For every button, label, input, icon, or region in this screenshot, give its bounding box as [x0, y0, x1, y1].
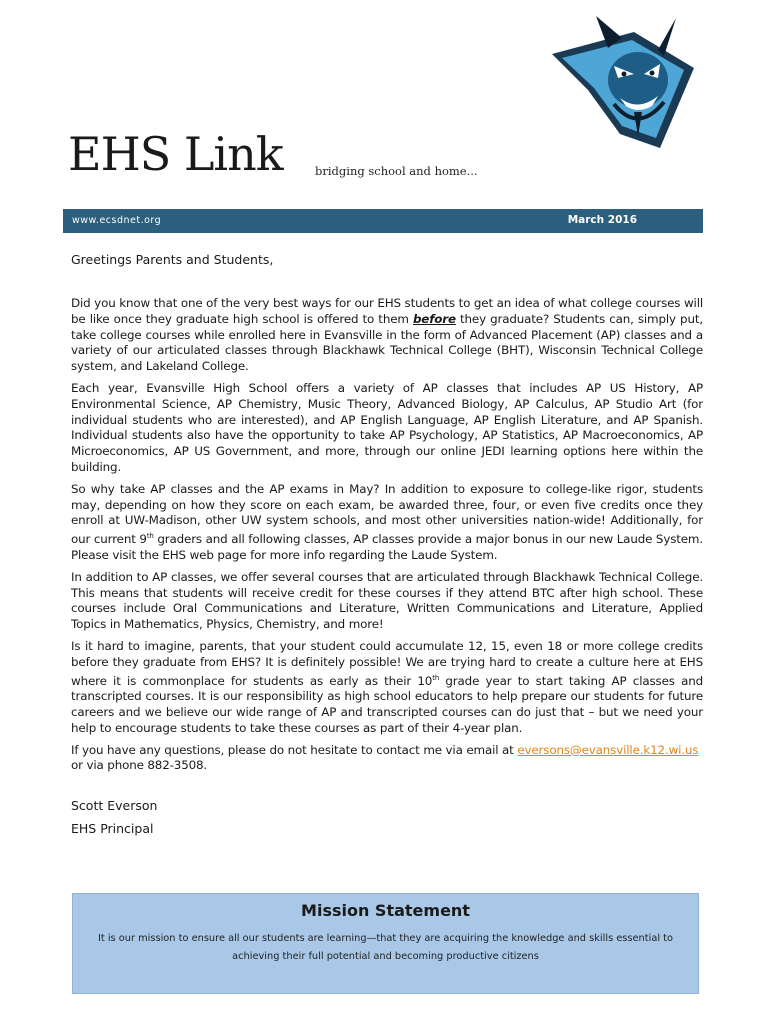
letter-body [71, 296, 703, 780]
paragraph-2: Each year, Evansville High School offers a variety of AP classes that includes AP US History, AP Environmental Science, AP Chemistry, Music Theory, Advanced Biology, AP Calculus, AP Studio Art (for individual students who are interested), and AP English Language, AP English Literature, and AP Spanish. Individual students also have the opportunity to take AP Psychology, AP Statistics, AP Macroeconomics, AP Microeconomics, AP US Government, and more, through our online JEDI learning options here within the building. [71, 380, 703, 474]
signature-title: EHS Principal [71, 821, 154, 836]
blue-devil-mascot-icon [548, 8, 698, 158]
header-banner [63, 209, 703, 233]
mission-heading: Mission Statement [301, 901, 470, 920]
paragraph-3: So why take AP classes and the AP exams in May? In addition to exposure to college-like rigor, students may, depending on how they score on each exam, be awarded three, four, or even five credits once they enroll at UW-Madison, other UW system schools, and most other universities nation-wide! Additionally, for our current 9th graders and all following classes, AP classes provide a major bonus in our new Laude System. Please visit the EHS web page for more info regarding the Laude System. [71, 481, 703, 562]
paragraph-4: In addition to AP classes, we offer several courses that are articulated through Blackhawk Technical College. This means that students will receive credit for these courses if they attend BTC after high school. These courses include Oral Communications and Literature, Written Communications and Literature, Applied Topics in Mathematics, Physics, Chemistry, and more! [71, 569, 703, 632]
letter-greeting: Greetings Parents and Students, [71, 252, 274, 267]
signature-block [71, 794, 157, 840]
mission-text: It is our mission to ensure all our students are learning—that they are acquiring the knowledge and skills essential to achieving their full potential and becoming productive citizens [97, 933, 673, 962]
email-link[interactable]: eversons@evansville.k12.wi.us [517, 742, 699, 757]
issue-date: March 2016 [567, 214, 637, 226]
newsletter-tagline: bridging school and home... [315, 164, 478, 178]
signature-name: Scott Everson [71, 798, 158, 813]
paragraph-6: If you have any questions, please do not hesitate to contact me via email at eversons@evansville.k12.wi.us or via phone 882-3508. [71, 742, 699, 773]
mission-statement-box [72, 893, 699, 994]
paragraph-5: Is it hard to imagine, parents, that your student could accumulate 12, 15, even 18 or more college credits before they graduate from EHS? It is definitely possible! We are trying hard to create a culture here at EHS where it is commonplace for students as early as their 10th grade year to start taking AP classes and transcripted courses. It is our responsibility as high school educators to help prepare our students for future careers and we believe our wide range of AP and transcripted courses can do just that – but we need your help to encourage students to take these courses as part of their 4-year plan. [71, 638, 703, 735]
emphasis-before: before [412, 311, 456, 326]
paragraph-1: Did you know that one of the very best ways for our EHS students to get an idea of what college courses will be like once they graduate high school is offered to them before they graduate? Students can, simply put, take college courses while enrolled here in Evansville in the form of Advanced Placement (AP) classes and a variety of our articulated classes through Blackhawk Technical College (BHT), Wisconsin Technical College system, and Lakeland College. [71, 296, 704, 374]
website-url[interactable]: www.ecsdnet.org [72, 215, 162, 226]
newsletter-title: EHS Link [68, 127, 283, 181]
